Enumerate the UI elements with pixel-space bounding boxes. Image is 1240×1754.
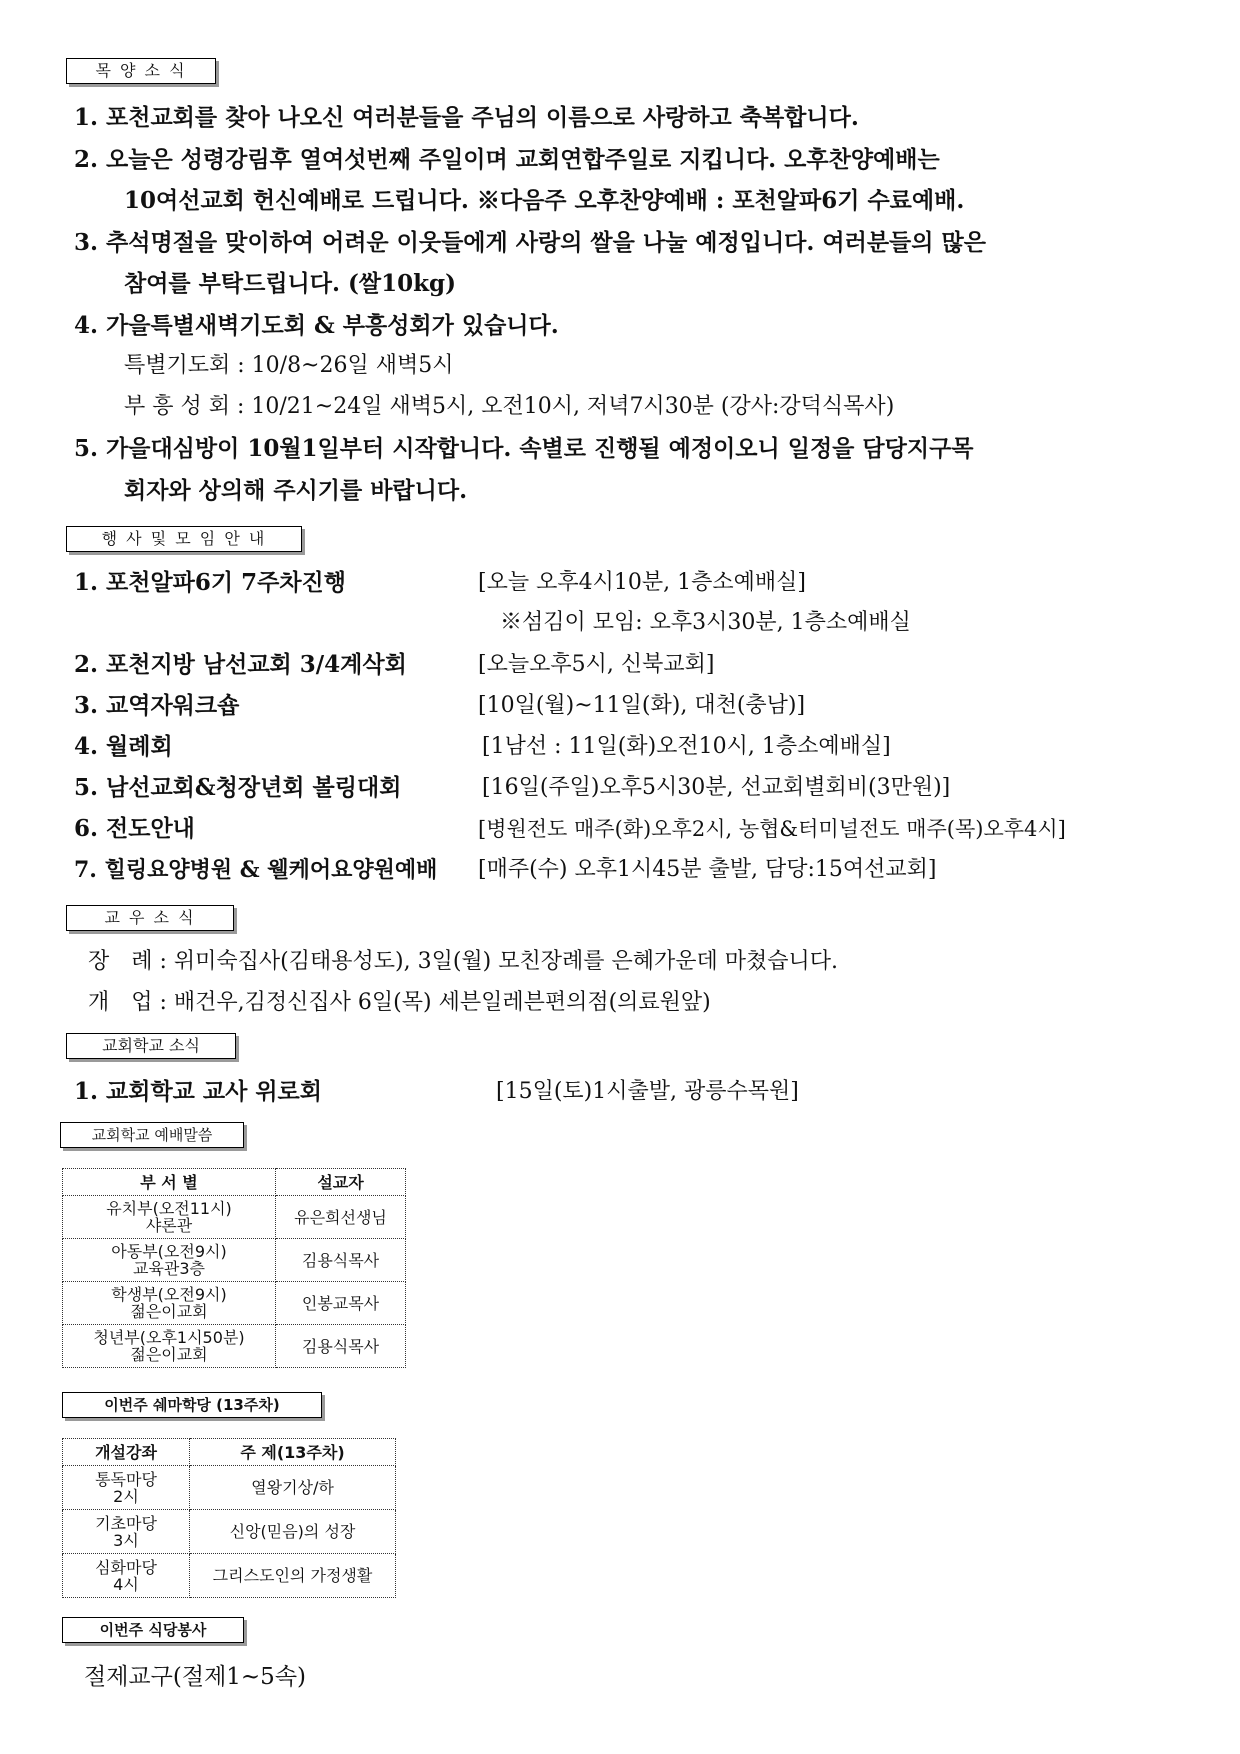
section-title-school-sermon: 교회학교 예배말씀 <box>60 1122 244 1148</box>
shema-table <box>62 1438 396 1598</box>
shema-course-name: 심화마당 <box>95 1557 157 1577</box>
shema-topic: 그리스도인의 가정생활 <box>190 1554 396 1598</box>
section-title-pastoral: 목 양 소 식 <box>66 58 216 84</box>
shema-header-topic: 주 제(13주차) <box>190 1439 396 1466</box>
sermon-dept: 유치부(오전11시) <box>106 1199 232 1218</box>
sermon-place: 교육관3층 <box>132 1259 205 1278</box>
section-title-cafeteria: 이번주 식당봉사 <box>62 1617 244 1643</box>
table-row <box>63 1325 406 1368</box>
table-row <box>63 1466 396 1510</box>
members-funeral: 장 례 : 위미숙집사(김태용성도), 3일(월) 모친장례를 은혜가운데 마쳤습니다. <box>88 949 838 974</box>
sermon-dept: 청년부(오후1시50분) <box>93 1328 245 1347</box>
event-detail-5: [16일(주일)오후5시30분, 선교회별회비(3만원)] <box>482 775 951 800</box>
table-row <box>63 1282 406 1325</box>
pastoral-item-5b: 회자와 상의해 주시기를 바랍니다. <box>124 477 468 504</box>
sermon-dept: 아동부(오전9시) <box>111 1242 227 1261</box>
school-item-label: 1. 교회학교 교사 위로회 <box>74 1078 322 1105</box>
pastoral-item-3a: 3. 추석명절을 맞이하여 어려운 이웃들에게 사랑의 쌀을 나눌 예정입니다. 여러분들의 많은 <box>74 229 986 256</box>
event-detail-6: [병원전도 매주(화)오후2시, 농협&터미널전도 매주(목)오후4시] <box>478 817 1066 841</box>
event-detail-1: [오늘 오후4시10분, 1층소예배실] <box>478 570 806 595</box>
event-label-1: 1. 포천알파6기 7주차진행 <box>74 569 346 596</box>
table-row <box>63 1554 396 1598</box>
pastoral-item-4-sub1: 특별기도회 : 10/8~26일 새벽5시 <box>124 353 454 378</box>
event-label-2: 2. 포천지방 남선교회 3/4계삭회 <box>74 651 407 678</box>
event-label-7: 7. 힐링요양병원 & 웰케어요양원예배 <box>74 857 438 883</box>
sermon-dept: 학생부(오전9시) <box>111 1285 227 1304</box>
members-opening: 개 업 : 배건우,김정신집사 6일(목) 세븐일레븐편의점(의료원앞) <box>88 990 711 1015</box>
event-detail-2: [오늘오후5시, 신북교회] <box>478 652 715 677</box>
shema-course-time: 4시 <box>113 1574 139 1594</box>
shema-course-time: 2시 <box>113 1486 139 1506</box>
sermon-preacher: 김용식목사 <box>276 1325 406 1368</box>
section-title-members: 교 우 소 식 <box>66 905 234 931</box>
sermon-preacher: 김용식목사 <box>276 1239 406 1282</box>
shema-course-name: 기초마당 <box>95 1513 157 1533</box>
event-detail-4: [1남선 : 11일(화)오전10시, 1층소예배실] <box>482 734 891 759</box>
pastoral-item-5a: 5. 가을대심방이 10월1일부터 시작합니다. 속별로 진행될 예정이오니 일정을 담당지구목 <box>74 435 974 462</box>
sermon-place: 젊은이교회 <box>130 1302 208 1321</box>
pastoral-item-3b: 참여를 부탁드립니다. (쌀10kg) <box>124 270 456 297</box>
section-title-shema: 이번주 쉐마학당 (13주차) <box>62 1392 322 1418</box>
event-label-5: 5. 남선교회&청장년회 볼링대회 <box>74 774 402 801</box>
shema-topic: 신앙(믿음)의 성장 <box>190 1510 396 1554</box>
table-row <box>63 1510 396 1554</box>
pastoral-item-2b: 10여선교회 헌신예배로 드립니다. ※다음주 오후찬양예배 : 포천알파6기 수료예배. <box>124 187 965 214</box>
shema-header-course: 개설강좌 <box>63 1439 190 1466</box>
pastoral-item-1: 1. 포천교회를 찾아 나오신 여러분들을 주님의 이름으로 사랑하고 축복합니다. <box>74 104 859 131</box>
pastoral-item-4-sub2: 부 흥 성 회 : 10/21~24일 새벽5시, 오전10시, 저녁7시30분 (강사:강덕식목사) <box>124 394 895 419</box>
event-label-4: 4. 월례회 <box>74 733 173 760</box>
event-label-6: 6. 전도안내 <box>74 815 195 842</box>
shema-course-time: 3시 <box>113 1530 139 1550</box>
section-title-school: 교회학교 소식 <box>66 1033 236 1059</box>
shema-course-name: 통독마당 <box>95 1469 157 1489</box>
school-item-detail: [15일(토)1시출발, 광릉수목원] <box>496 1079 799 1104</box>
sermon-preacher: 유은희선생님 <box>276 1196 406 1239</box>
pastoral-item-2a: 2. 오늘은 성령강림후 열여섯번째 주일이며 교회연합주일로 지킵니다. 오후찬양예배는 <box>74 146 940 173</box>
sermon-place: 샤론관 <box>145 1216 193 1235</box>
section-title-events: 행 사 및 모 임 안 내 <box>66 526 302 552</box>
table-row <box>63 1196 406 1239</box>
event-detail-3: [10일(월)~11일(화), 대천(충남)] <box>478 693 806 718</box>
table-row <box>63 1239 406 1282</box>
shema-topic: 열왕기상/하 <box>190 1466 396 1510</box>
pastoral-item-4: 4. 가을특별새벽기도회 & 부흥성회가 있습니다. <box>74 312 559 339</box>
sermon-place: 젊은이교회 <box>130 1345 208 1364</box>
cafeteria-group: 절제교구(절제1~5속) <box>84 1664 307 1690</box>
sermon-table <box>62 1168 406 1368</box>
sermon-header-preacher: 설교자 <box>276 1169 406 1196</box>
event-detail-7: [매주(수) 오후1시45분 출발, 담당:15여선교회] <box>478 857 937 882</box>
sermon-preacher: 인봉교목사 <box>276 1282 406 1325</box>
event-detail-1-note: ※섬김이 모임: 오후3시30분, 1층소예배실 <box>500 610 911 635</box>
event-label-3: 3. 교역자워크숍 <box>74 692 240 719</box>
sermon-header-dept: 부 서 별 <box>63 1169 276 1196</box>
